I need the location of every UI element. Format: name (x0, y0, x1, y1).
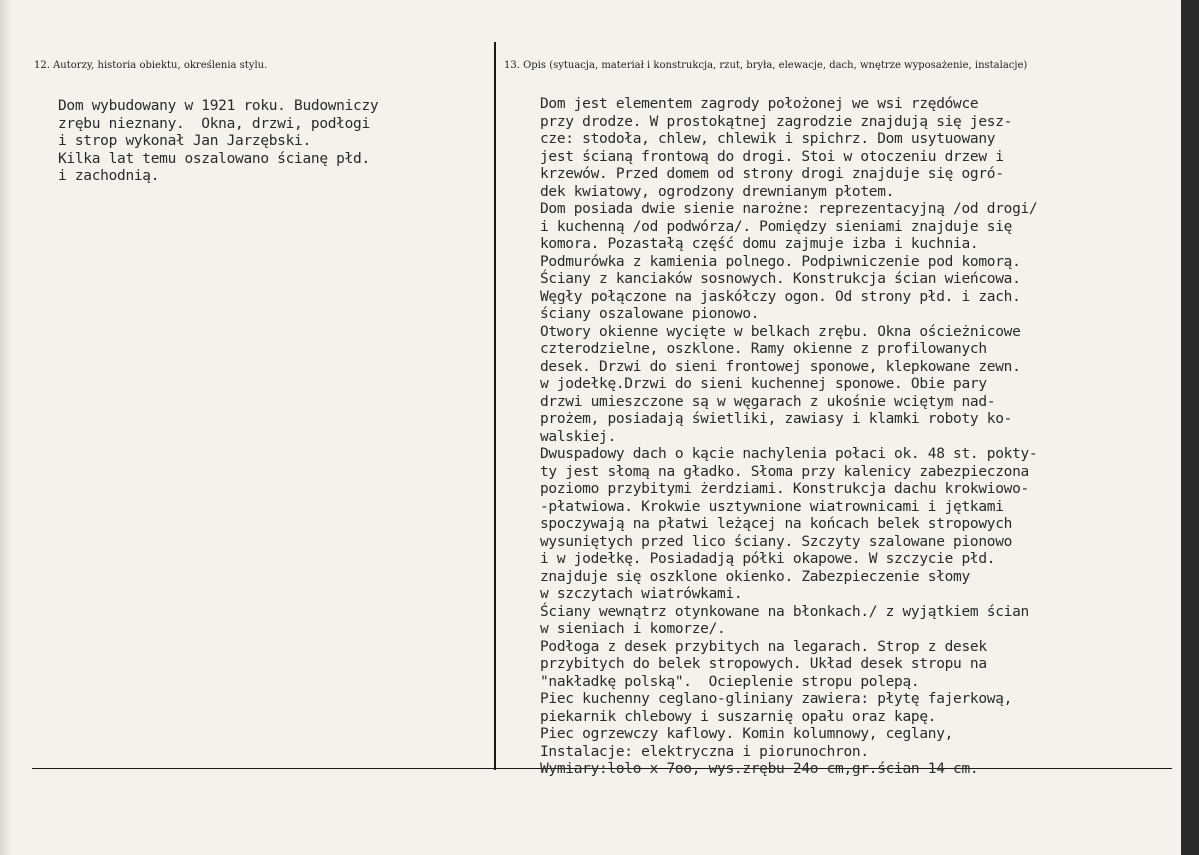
typed-line: ściany oszalowane pionowo. (540, 306, 760, 322)
typed-line: przybitych do belek stropowych. Układ desek stropu na (540, 656, 987, 672)
typed-line: i kuchenną /od podwórza/. Pomiędzy sieniami znajduje się (540, 218, 1013, 235)
typed-line: Węgły połączone na jaskółczy ogon. Od strony płd. i zach. (540, 288, 1021, 305)
typed-line: Otwory okienne wycięte w belkach zrębu. Okna ościeżnicowe (540, 323, 1021, 340)
typed-line: i strop wykonał Jan Jarzębski. (58, 133, 311, 149)
typed-line: Piec ogrzewczy kaflowy. Komin kolumnowy, ceglany, (540, 726, 954, 742)
typed-line: Wymiary:lolo x 7oo, wys.zrębu 24o cm,gr.ścian 14 cm. (540, 761, 979, 777)
typed-line: piekarnik chlebowy i suszarnię opału oraz kapę. (540, 708, 937, 725)
typed-line: w sieniach i komorze/. (540, 621, 726, 637)
typed-line: Instalacje: elektryczna i piorunochron. (540, 743, 869, 760)
typed-line: poziomo przybitymi żerdziami. Konstrukcja dachu krokwiowo- (540, 481, 1029, 497)
typed-line: czterodzielne, oszklone. Ramy okienne z profilowanych (540, 341, 987, 357)
section-13-text (540, 96, 1037, 779)
typed-line: zrębu nieznany. Okna, drzwi, podłogi (58, 115, 370, 132)
typed-line: krzewów. Przed domem od strony drogi znajduje się ogró- (540, 166, 1004, 182)
typed-line: Podmurówka z kamienia polnego. Podpiwniczenie pod komorą. (540, 253, 1021, 270)
typed-line: znajduje się oszklone okienko. Zabezpieczenie słomy (540, 568, 970, 585)
typed-line: i w jodełkę. Posiadadją półki okapowe. W szczycie płd. (540, 551, 996, 567)
typed-line: desek. Drzwi do sieni frontowej sponowe, klepkowane zewn. (540, 358, 1021, 375)
typed-line: Piec kuchenny ceglano-gliniany zawiera: płytę fajerkową, (540, 691, 1013, 707)
card-left-edge (0, 0, 12, 855)
typed-line: dek kwiatowy, ogrodzony drewnianym płotem. (540, 183, 895, 200)
typed-line: wysuniętych przed lico ściany. Szczyty szalowane pionowo (540, 533, 1013, 550)
typed-line: przy drodze. W prostokątnej zagrodzie znajdują się jesz- (540, 113, 1013, 130)
section-12-header: 12. Autorzy, historia obiektu, określenia stylu. (34, 60, 268, 71)
typed-line: "nakładkę polską". Ocieplenie stropu polepą. (540, 673, 920, 690)
typed-line: jest ścianą frontową do drogi. Stoi w otoczeniu drzew i (540, 148, 1004, 165)
typed-line: prożem, posiadają świetliki, zawiasy i klamki roboty ko- (540, 411, 1013, 427)
section-12-text (58, 98, 378, 186)
typed-line: Podłoga z desek przybitych na legarach. Strop z desek (540, 638, 987, 655)
typed-line: komora. Pozastałą część domu zajmuje izba i kuchnia. (540, 236, 979, 252)
typed-line: Dwuspadowy dach o kącie nachylenia połaci ok. 48 st. pokty- (540, 446, 1038, 462)
typed-line: Dom posiada dwie sienie narożne: reprezentacyjną /od drogi/ (540, 201, 1038, 217)
card-right-edge (1181, 0, 1199, 855)
typed-line: Dom wybudowany w 1921 roku. Budowniczy (58, 98, 379, 114)
typed-line: Ściany wewnątrz otynkowane na błonkach./ z wyjątkiem ścian (540, 603, 1029, 620)
typed-line: drzwi umieszczone są w węgarach z ukośnie wciętym nad- (540, 393, 996, 410)
typed-line: w szczytach wiatrówkami. (540, 586, 743, 602)
typed-line: w jodełkę.Drzwi do sieni kuchennej sponowe. Obie pary (540, 376, 987, 392)
typed-line: Dom jest elementem zagrody położonej we wsi rzędówce (540, 96, 979, 112)
column-divider (494, 42, 496, 770)
typed-line: walskiej. (540, 428, 616, 445)
typed-line: cze: stodoła, chlew, chlewik i spichrz. Dom usytuowany (540, 131, 996, 147)
typed-line: Ściany z kanciaków sosnowych. Konstrukcja ścian wieńcowa. (540, 271, 1021, 287)
typed-line: spoczywają na płatwi leżącej na końcach belek stropowych (540, 516, 1013, 532)
typed-line: ty jest słomą na gładko. Słoma przy kalenicy zabezpieczona (540, 463, 1029, 480)
typed-line: Kilka lat temu oszalowano ścianę płd. (58, 150, 370, 167)
typed-line: i zachodnią. (58, 168, 160, 184)
typed-line: -płatwiowa. Krokwie usztywnione wiatrownicami i jętkami (540, 498, 1004, 515)
section-13-header: 13. Opis (sytuacja, materiał i konstrukcja, rzut, bryła, elewacje, dach, wnętrze wyposażenie, instalacje) (504, 60, 1028, 71)
